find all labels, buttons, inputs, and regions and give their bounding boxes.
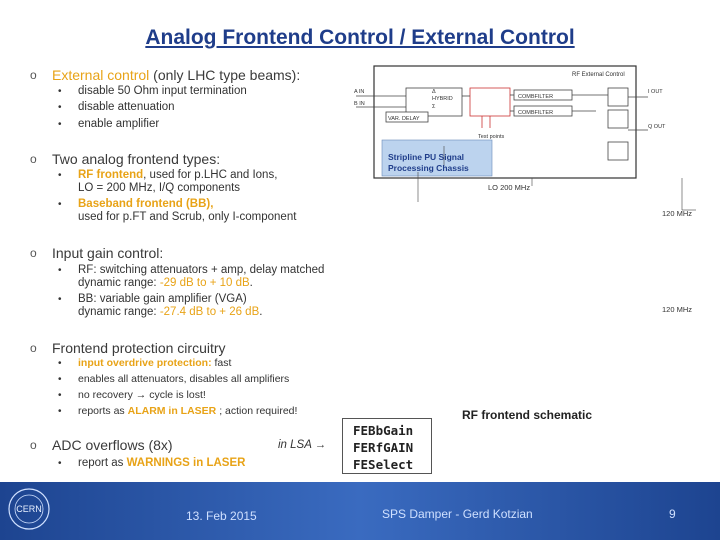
list-item: • RF frontend, used for p.LHC and Ions, LO = 200 MHz, I/Q components (58, 169, 278, 194)
list-item: • enables all attenuators, disables all amplifiers (58, 373, 290, 385)
page-number: 9 (669, 507, 676, 521)
lsa-parameter-box (342, 418, 432, 474)
bullet-o: o (30, 438, 37, 452)
footer-date: 13. Feb 2015 (186, 509, 257, 523)
bullet-o: o (30, 341, 37, 355)
list-item: • BB: variable gain amplifier (VGA) dynamic range: -27.4 dB to + 26 dB. (58, 293, 263, 318)
test-points: Test points (478, 134, 505, 140)
b-in: B IN (354, 101, 365, 107)
hybrid-label: HYBRID (432, 96, 453, 102)
lsa-param: FESelect (353, 457, 414, 472)
section-protection: o Frontend protection circuitry (30, 340, 226, 356)
footer-author: SPS Damper - Gerd Kotzian (382, 507, 533, 521)
bullet-o: o (30, 246, 37, 260)
section-external-control (30, 67, 301, 83)
lo-label: LO 200 MHz (488, 183, 531, 192)
section-gain-control: o Input gain control: (30, 245, 164, 261)
chassis-label-2: Processing Chassis (388, 163, 469, 173)
heading-rest: (only LHC type beams): (149, 67, 301, 83)
bullet-o: o (30, 152, 37, 166)
freq-label: 120 MHz (662, 305, 693, 314)
section-frontend-types: o Two analog frontend types: (30, 151, 221, 167)
freq-label: 120 MHz (662, 209, 693, 218)
list-item: • disable attenuation (58, 101, 175, 113)
heading-em: External control (52, 67, 150, 83)
i-out: I OUT (648, 89, 663, 95)
combfilter-1: COMBFILTER (518, 94, 554, 100)
footer-bar (0, 482, 720, 540)
list-item: • input overdrive protection: fast (58, 357, 232, 369)
a-in: A IN (354, 89, 365, 95)
hybrid-delta: Δ (432, 89, 436, 95)
list-item: • enable amplifier (58, 118, 160, 130)
hybrid-sigma: Σ (432, 104, 436, 110)
combfilter-2: COMBFILTER (518, 110, 554, 116)
slide-title: Analog Frontend Control / External Control (145, 26, 575, 49)
cern-logo (6, 486, 52, 532)
section-adc-overflow: o ADC overflows (8x) (30, 437, 173, 453)
list-item: • no recovery → cycle is lost! (58, 389, 206, 401)
list-item: • Baseband frontend (BB), used for p.FT and Scrub, only I-component (58, 198, 297, 223)
list-item: • report as WARNINGS in LASER (58, 457, 246, 469)
list-item: • RF: switching attenuators + amp, delay matched dynamic range: -29 dB to + 10 dB. (58, 264, 325, 289)
bullet-o: o (30, 68, 37, 82)
rf-frontend-schematic (352, 62, 698, 222)
svg-text:CERN: CERN (16, 504, 42, 514)
schematic-caption: RF frontend schematic (462, 408, 593, 422)
box-title: RF External Control (572, 72, 625, 78)
list-item: • disable 50 Ohm input termination (58, 85, 247, 97)
lsa-param: FERfGAIN (353, 440, 414, 455)
q-out: Q OUT (648, 124, 666, 130)
chassis-label-1: Stripline PU Signal (388, 152, 465, 162)
in-lsa-label: in LSA → (278, 439, 327, 451)
list-item: • reports as ALARM in LASER ; action required! (58, 405, 298, 417)
lsa-param: FEBbGain (353, 423, 414, 438)
var-delay: VAR. DELAY (388, 116, 420, 122)
